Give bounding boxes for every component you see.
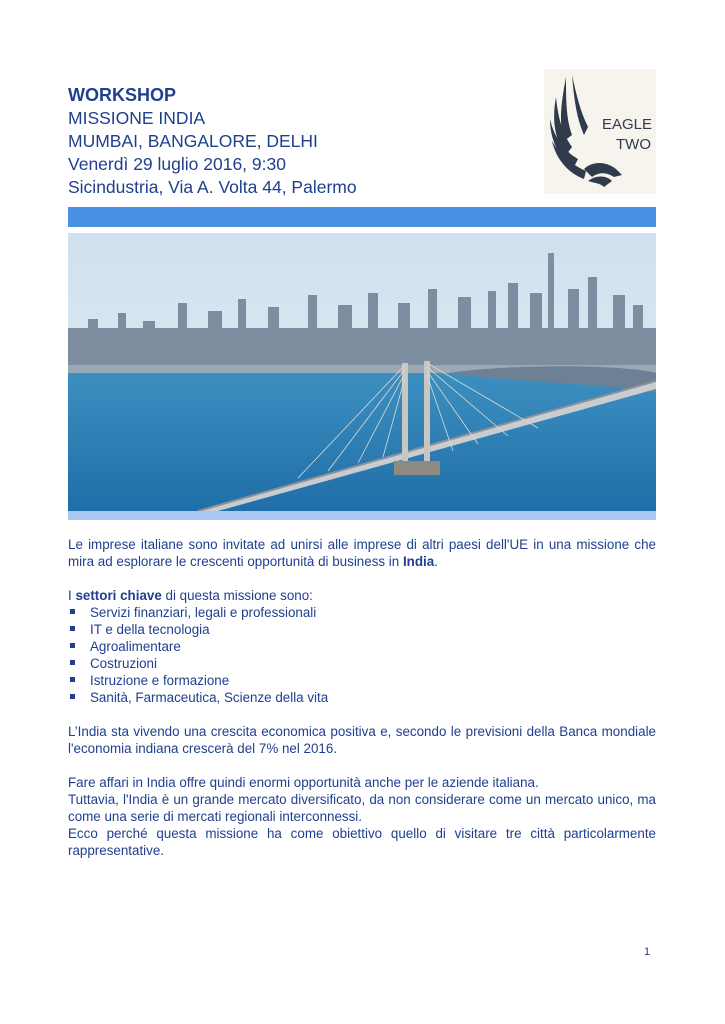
business-paragraph-3: Ecco perché questa missione ha come obiettivo quello di visitare tre città particolarmente rappresentative. (68, 826, 656, 858)
mumbai-sea-link-photo (68, 233, 656, 511)
list-item: Agroalimentare (68, 638, 656, 655)
sectors-intro: I settori chiave di questa missione sono: (68, 588, 313, 603)
growth-paragraph: L’India sta vivendo una crescita economica positiva e, secondo le previsioni della Banca mondiale l'economia indiana crescerà del 7% nel 2016. (68, 724, 656, 756)
list-item: IT e della tecnologia (68, 621, 656, 638)
key-sectors-emphasis: settori chiave (75, 588, 162, 603)
bullet-icon (70, 643, 75, 648)
bullet-icon (70, 609, 75, 614)
list-item: Costruzioni (68, 655, 656, 672)
cities: MUMBAI, BANGALORE, DELHI (68, 131, 318, 151)
workshop-title: WORKSHOP (68, 85, 176, 105)
india-emphasis: India (402, 554, 435, 569)
svg-text:TWO: TWO (616, 136, 651, 153)
mission-name: MISSIONE INDIA (68, 108, 206, 128)
list-item: Istruzione e formazione (68, 672, 656, 689)
document-body (68, 536, 656, 859)
list-item: Sanità, Farmaceutica, Scienze della vita (68, 689, 656, 706)
bullet-icon (70, 626, 75, 631)
bullet-icon (70, 660, 75, 665)
page-number: 1 (644, 946, 651, 958)
bullet-icon (70, 694, 75, 699)
photo-bottom-bar (68, 511, 656, 520)
header (68, 84, 538, 199)
business-paragraph-1: Fare affari in India offre quindi enormi opportunità anche per le aziende italiana. (68, 775, 539, 790)
header-bar (68, 207, 656, 227)
intro-paragraph: Le imprese italiane sono invitate ad unirsi alle imprese di altri paesi dell'UE in una missione che mira ad esplorare le crescenti opportunità di business in India. (68, 537, 656, 569)
business-paragraph-2: Tuttavia, l'India è un grande mercato diversificato, da non considerare come un mercato unico, ma come una serie di mercati regionali interconnessi. (68, 792, 656, 824)
sectors-list (68, 604, 656, 706)
event-venue: Sicindustria, Via A. Volta 44, Palermo (68, 177, 357, 197)
bullet-icon (70, 677, 75, 682)
svg-text:EAGLE: EAGLE (602, 116, 653, 133)
eagle-two-logo (544, 69, 656, 194)
event-date: Venerdì 29 luglio 2016, 9:30 (68, 154, 286, 174)
eagle-icon (544, 69, 656, 194)
list-item: Servizi finanziari, legali e professionali (68, 604, 656, 621)
